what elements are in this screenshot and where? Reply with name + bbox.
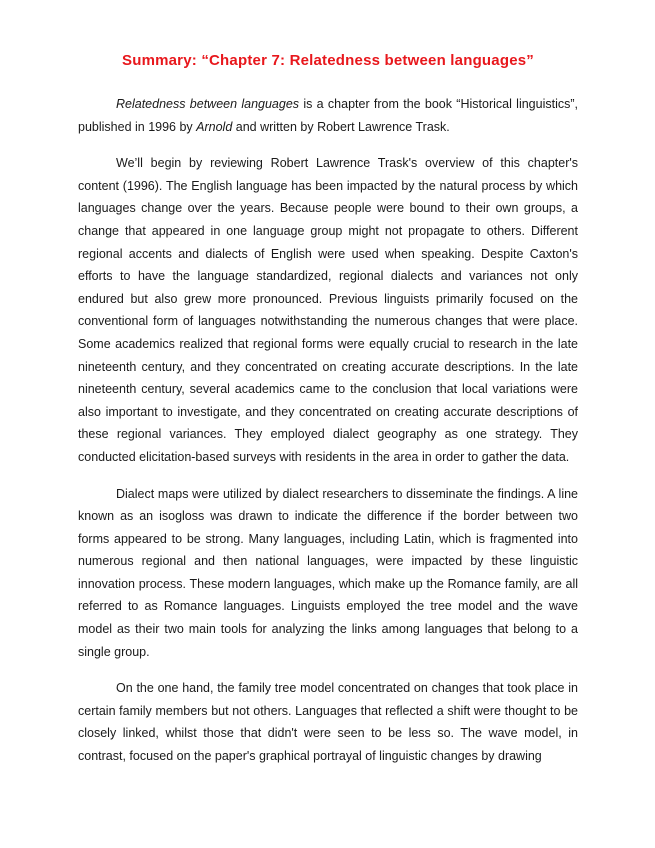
intro-text-part1: is a chapter from the book “Historical linguistics”, published in 1996 by [78,97,578,134]
document-page [78,50,578,782]
publisher-italic: Arnold [196,119,233,134]
document-title: Summary: “Chapter 7: Relatedness between languages” [122,52,534,69]
paragraph-tree-wave-models: On the one hand, the family tree model concentrated on changes that took place in certain family members but not others. Languages that reflected a shift were thought to be closely linked, whilst those that didn't were seen to be less so. The wave model, in contrast, focused on the paper's graphical portrayal of linguistic changes by drawing [78,681,578,764]
intro-text-part2: and written by Robert Lawrence Trask. [232,119,450,134]
paragraph-overview: We’ll begin by reviewing Robert Lawrence Trask's overview of this chapter's content (1996). The English language has been impacted by the natural process by which languages change over the years. Because people were bound to their own groups, a change that appeared in one language group might not propagate to others. Different regional accents and dialects of English were used when speaking. Despite Caxton's efforts to have the language standardized, regional dialects and variances not only endured but also grew more pronounced. Previous linguists primarily focused on the conventional form of languages notwithstanding the numerous changes that were place. Some academics realized that regional forms were equally crucial to research in the late nineteenth century, and they concentrated on creating accurate descriptions. In the late nineteenth century, several academics came to the conclusion that local variations were also important to investigate, and they concentrated on creating accurate descriptions of these regional variances. They employed dialect geography as one strategy. They conducted elicitation-based surveys with residents in the area in order to gather the data. [78,156,578,464]
intro-paragraph [78,93,578,138]
chapter-title-italic: Relatedness between languages [116,97,300,111]
paragraph-dialect-maps: Dialect maps were utilized by dialect researchers to disseminate the findings. A line known as an isogloss was drawn to indicate the difference if the border between two forms appeared to be strong. Many languages, including Latin, which is fragmented into numerous regional and then national languages, were impacted by these linguistic innovation process. These modern languages, which make up the Romance family, are all referred to as Romance languages. Linguists employed the tree model and the wave model as their two main tools for analyzing the links among languages that belong to a single group. [78,486,578,659]
